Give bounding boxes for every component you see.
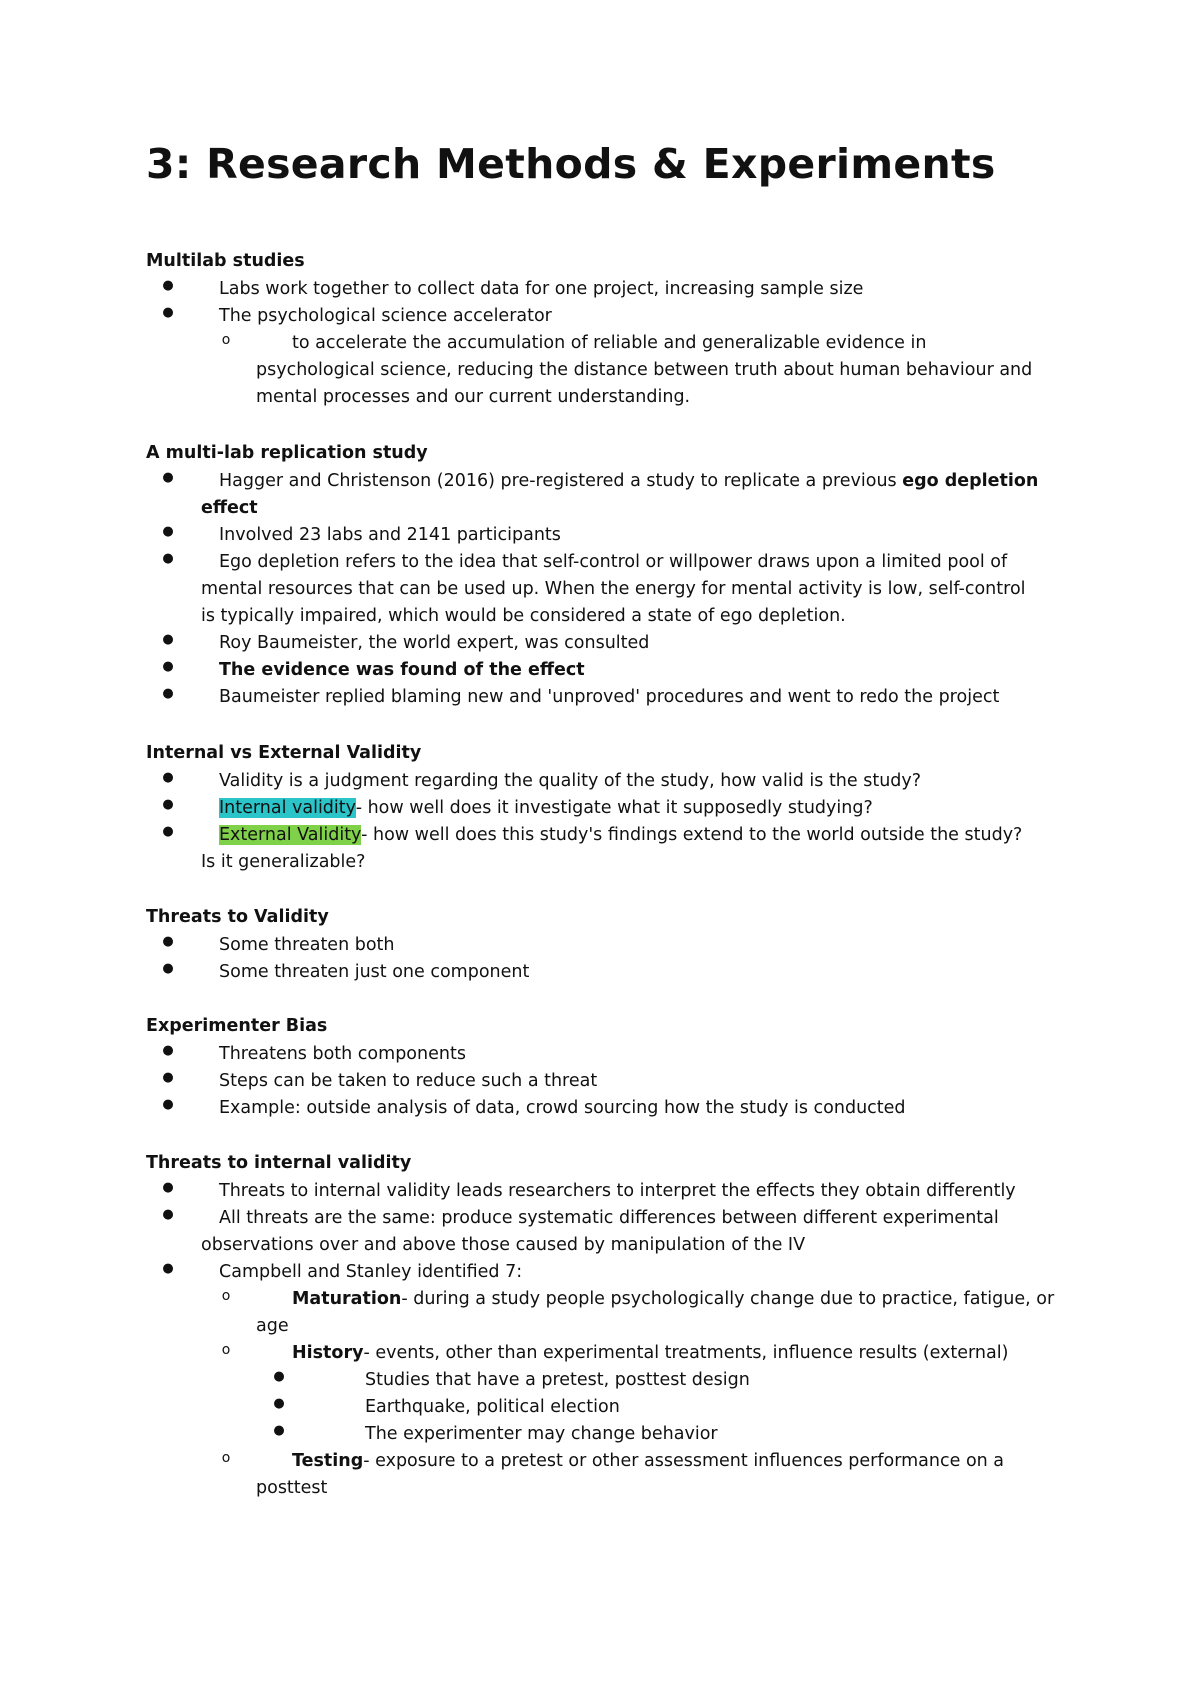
list-item: Steps can be taken to reduce such a threat	[219, 1071, 598, 1091]
bullet-icon: ●	[162, 1097, 174, 1112]
highlighted-term-external: External Validity	[219, 825, 362, 845]
bullet-icon: ●	[162, 961, 174, 976]
bold-term: History	[292, 1343, 364, 1363]
circle-bullet-icon: o	[221, 1450, 231, 1466]
list-item: Campbell and Stanley identified 7:	[219, 1262, 523, 1282]
bold-term: Maturation	[292, 1289, 402, 1309]
list-item	[219, 795, 873, 822]
bullet-icon: ●	[162, 551, 174, 566]
list-item: The evidence was found of the effect	[219, 660, 585, 680]
bullet-icon: ●	[273, 1396, 285, 1411]
list-item: Baumeister replied blaming new and 'unproved' procedures and went to redo the project	[219, 687, 1000, 707]
bullet-icon: ●	[273, 1369, 285, 1384]
circle-bullet-icon: o	[221, 332, 231, 348]
list-item: Some threaten both	[219, 935, 395, 955]
list-item: Example: outside analysis of data, crowd sourcing how the study is conducted	[219, 1098, 906, 1118]
circle-bullet-icon: o	[221, 1288, 231, 1304]
list-item: Ego depletion refers to the idea that self-control or willpower draws upon a limited pool of	[219, 552, 1008, 572]
bullet-icon: ●	[162, 797, 174, 812]
bold-term: ego depletion	[902, 471, 1039, 491]
bold-term: Testing	[292, 1451, 364, 1471]
bullet-icon: ●	[162, 470, 174, 485]
bullet-icon: ●	[162, 1207, 174, 1222]
section-heading-threats: Threats to Validity	[146, 907, 329, 927]
sub-list-item-text: - during a study people psychologically change due to practice, fatigue, or	[401, 1289, 1055, 1309]
list-item-continued: effect	[201, 498, 258, 518]
bullet-icon: ●	[162, 278, 174, 293]
list-item: All threats are the same: produce systematic differences between different experimental	[219, 1208, 999, 1228]
section-heading-bias: Experimenter Bias	[146, 1016, 328, 1036]
sub-sub-list-item: Studies that have a pretest, posttest design	[365, 1370, 750, 1390]
list-item: Labs work together to collect data for one project, increasing sample size	[219, 279, 864, 299]
sub-sub-list-item: The experimenter may change behavior	[365, 1424, 718, 1444]
list-item-continued: Is it generalizable?	[201, 852, 366, 872]
bullet-icon: ●	[162, 305, 174, 320]
list-item: Roy Baumeister, the world expert, was consulted	[219, 633, 650, 653]
section-heading-replication: A multi-lab replication study	[146, 443, 428, 463]
sub-list-item-continued: age	[256, 1316, 289, 1336]
sub-list-item-history	[292, 1340, 1008, 1367]
sub-list-item-testing	[292, 1448, 1004, 1475]
sub-list-item-continued: mental processes and our current understanding.	[256, 387, 691, 407]
sub-sub-list-item: Earthquake, political election	[365, 1397, 620, 1417]
bullet-icon: ●	[273, 1423, 285, 1438]
bullet-icon: ●	[162, 824, 174, 839]
list-item	[219, 468, 1038, 495]
list-item	[219, 822, 1022, 849]
bullet-icon: ●	[162, 1261, 174, 1276]
section-heading-validity: Internal vs External Validity	[146, 743, 422, 763]
sub-list-item-text: - events, other than experimental treatments, influence results (external)	[363, 1343, 1009, 1363]
section-heading-multilab: Multilab studies	[146, 251, 305, 271]
list-item-text: - how well does this study's findings extend to the world outside the study?	[361, 825, 1023, 845]
sub-list-item-maturation	[292, 1286, 1054, 1313]
bullet-icon: ●	[162, 934, 174, 949]
list-item-continued: mental resources that can be used up. When the energy for mental activity is low, self-control	[201, 579, 1026, 599]
bullet-icon: ●	[162, 1180, 174, 1195]
list-item-continued: is typically impaired, which would be considered a state of ego depletion.	[201, 606, 846, 626]
list-item-text: - how well does it investigate what it supposedly studying?	[355, 798, 873, 818]
bullet-icon: ●	[162, 1043, 174, 1058]
sub-list-item: to accelerate the accumulation of reliable and generalizable evidence in	[292, 333, 927, 353]
list-item-text: Hagger and Christenson (2016) pre-registered a study to replicate a previous	[219, 471, 903, 491]
sub-list-item-continued: psychological science, reducing the distance between truth about human behaviour and	[256, 360, 1033, 380]
bullet-icon: ●	[162, 524, 174, 539]
list-item: Validity is a judgment regarding the quality of the study, how valid is the study?	[219, 771, 922, 791]
list-item: Threatens both components	[219, 1044, 466, 1064]
bullet-icon: ●	[162, 659, 174, 674]
list-item: Some threaten just one component	[219, 962, 530, 982]
list-item-continued: observations over and above those caused by manipulation of the IV	[201, 1235, 806, 1255]
circle-bullet-icon: o	[221, 1342, 231, 1358]
bullet-icon: ●	[162, 1070, 174, 1085]
bullet-icon: ●	[162, 770, 174, 785]
list-item: Involved 23 labs and 2141 participants	[219, 525, 561, 545]
bullet-icon: ●	[162, 632, 174, 647]
sub-list-item-continued: posttest	[256, 1478, 328, 1498]
sub-list-item-text: - exposure to a pretest or other assessment influences performance on a	[363, 1451, 1005, 1471]
page-title: 3: Research Methods & Experiments	[146, 140, 996, 188]
list-item: The psychological science accelerator	[219, 306, 552, 326]
bullet-icon: ●	[162, 686, 174, 701]
list-item: Threats to internal validity leads researchers to interpret the effects they obtain differently	[219, 1181, 1016, 1201]
highlighted-term-internal: Internal validity	[219, 798, 356, 818]
section-heading-internal-threats: Threats to internal validity	[146, 1153, 412, 1173]
